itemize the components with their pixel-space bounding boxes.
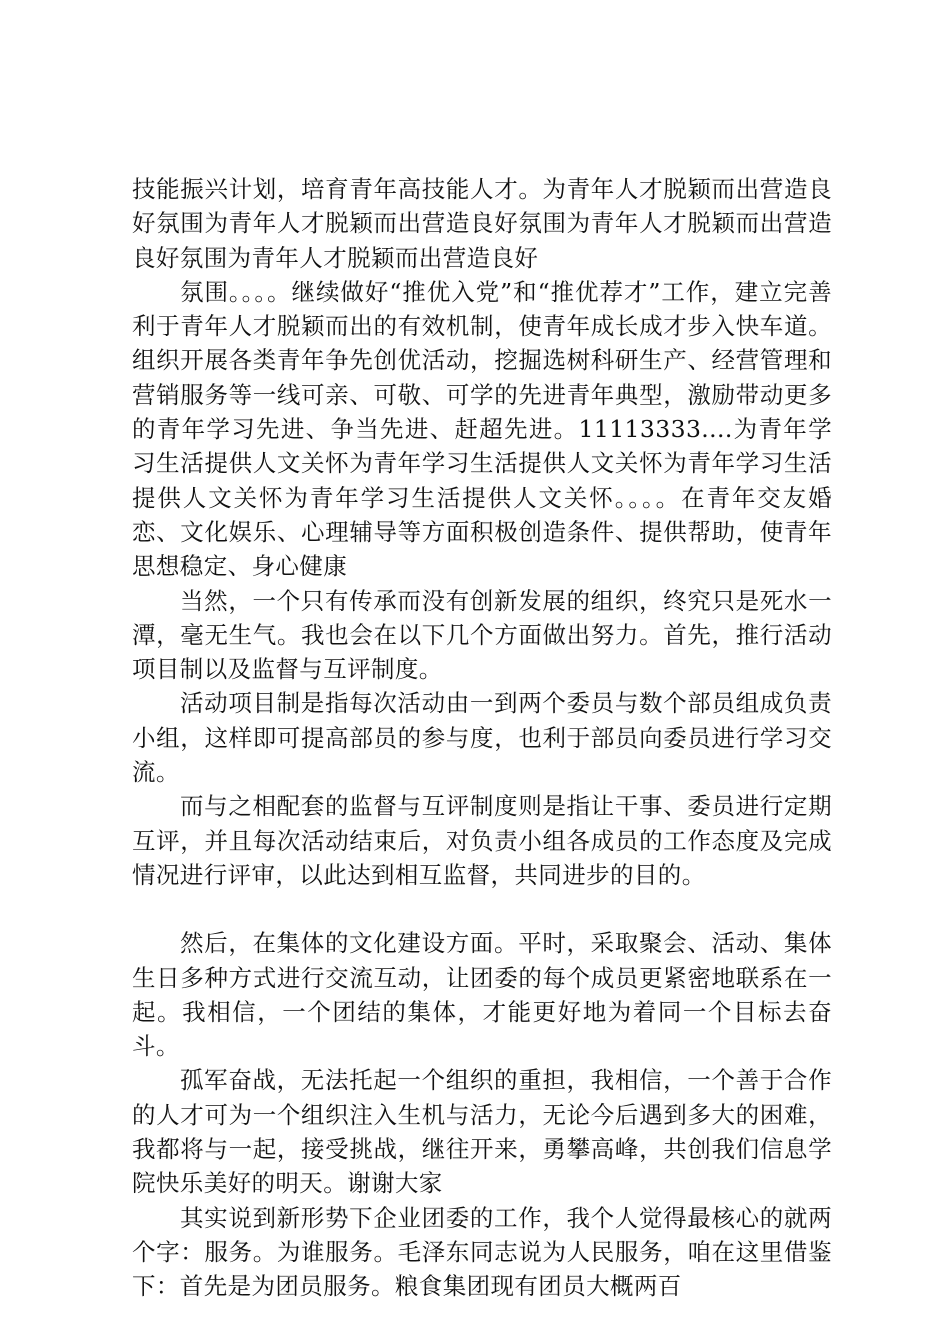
document-body	[132, 172, 832, 1304]
paragraph-7: 孤军奋战，无法托起一个组织的重担，我相信，一个善于合作的人才可为一个组织注入生机与活力，无论今后遇到多大的困难，我都将与一起，接受挑战，继往开来，勇攀高峰，共创我们信息学院快乐美好的明天。谢谢大家	[132, 1066, 832, 1198]
paragraph-6: 然后，在集体的文化建设方面。平时，采取聚会、活动、集体生日多种方式进行交流互动，让团委的每个成员更紧密地联系在一起。我相信，一个团结的集体，才能更好地为着同一个目标去奋斗。	[132, 929, 832, 1061]
paragraph-4: 活动项目制是指每次活动由一到两个委员与数个部员组成负责小组，这样即可提高部员的参与度，也利于部员向委员进行学习交流。	[132, 689, 832, 787]
paragraph-2: 氛围。。。。继续做好“推优入党”和“推优荐才”工作，建立完善利于青年人才脱颖而出的有效机制，使青年成长成才步入快车道。组织开展各类青年争先创优活动，挖掘选树科研生产、经营管理和营销服务等一线可亲、可敬、可学的先进青年典型，激励带动更多的青年学习先进、争当先进、赶超先进。11113333....为青年学习生活提供人文关怀为青年学习生活提供人文关怀为青年学习生活提供人文关怀为青年学习生活提供人文关怀。。。。在青年交友婚恋、文化娱乐、心理辅导等方面积极创造条件、提供帮助，使青年思想稳定、身心健康	[132, 277, 832, 581]
paragraph-8: 其实说到新形势下企业团委的工作，我个人觉得最核心的就两个字：服务。为谁服务。毛泽东同志说为人民服务，咱在这里借鉴下：首先是为团员服务。粮食集团现有团员大概两百	[132, 1203, 832, 1301]
paragraph-1: 技能振兴计划，培育青年高技能人才。为青年人才脱颖而出营造良好氛围为青年人才脱颖而出营造良好氛围为青年人才脱颖而出营造良好氛围为青年人才脱颖而出营造良好	[132, 175, 832, 272]
paragraph-3: 当然，一个只有传承而没有创新发展的组织，终究只是死水一潭，毫无生气。我也会在以下几个方面做出努力。首先，推行活动项目制以及监督与互评制度。	[132, 586, 832, 684]
paragraph-5: 而与之相配套的监督与互评制度则是指让干事、委员进行定期互评，并且每次活动结束后，对负责小组各成员的工作态度及完成情况进行评审，以此达到相互监督，共同进步的目的。	[132, 792, 832, 889]
paragraph-spacer	[132, 892, 832, 926]
